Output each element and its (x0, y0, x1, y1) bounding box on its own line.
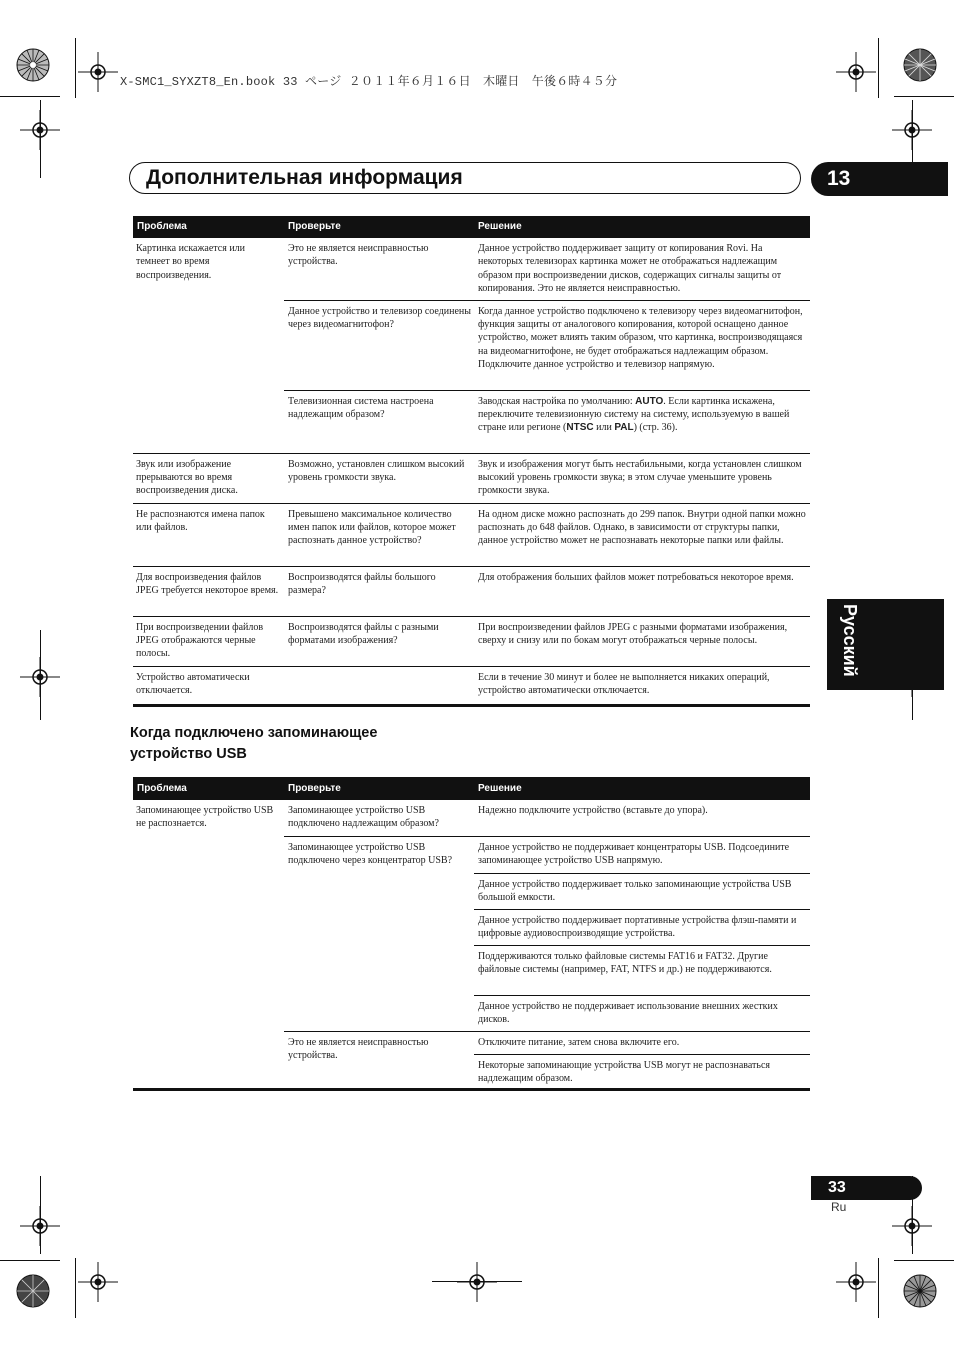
problem-cell: Звук или изображение прерываются во время воспроизведения диска. (133, 453, 284, 503)
check-cell: Запоминающее устройство USB подключено надлежащим образом? (288, 805, 439, 830)
column-header-check: Проверьте (284, 216, 474, 238)
check-cell: Это не является неисправностью устройства. (288, 243, 429, 268)
registration-mark-icon (892, 1206, 932, 1246)
solution-cell: Для отображения больших файлов может потребоваться некоторое время. (474, 566, 810, 616)
table-row (133, 616, 810, 666)
registration-mark-icon (892, 110, 932, 150)
registration-mark-icon (20, 110, 60, 150)
solution-cell: Данное устройство не поддерживает использование внешних жестких дисков. (474, 995, 810, 1031)
solution-cell: Если в течение 30 минут и более не выполняется никаких операций, устройство автоматически отключается. (474, 666, 810, 702)
language-code: Ru (831, 1200, 847, 1214)
solution-cell: Когда данное устройство подключено к телевизору через видеомагнитофон, функция защиты от аналогового копирования, которой оснащено данное устройство, может влиять таким образом, что картинка, воспроизводящаяся на видеомагнитофоне, не будет отображаться надлежащим образом. Подключите данное устройство и телевизор напрямую. (474, 300, 810, 390)
usb-troubleshooting-table (133, 777, 810, 1090)
check-cell: Данное устройство и телевизор соединены через видеомагнитофон? (284, 300, 474, 390)
table-header-row (133, 216, 810, 238)
solution-cell: Надежно подключите устройство (вставьте до упора). (478, 805, 708, 816)
check-cell: Превышено максимальное количество имен папок или файлов, которое может распознать данное устройство? (284, 503, 474, 566)
solution-cell: На одном диске можно распознать до 299 папок. Внутри одной папки можно распознать до 648 файлов. Однако, в зависимости от структуры папки, данное устройство может не распознавать некоторые папки или файлы. (474, 503, 810, 566)
problem-cell: Запоминающее устройство USB не распознается. (136, 805, 274, 830)
problem-cell: При воспроизведении файлов JPEG отображаются черные полосы. (133, 616, 284, 666)
solution-cell: Данное устройство поддерживает портативные устройства флэш-памяти и цифровые аудиовоспроизводящие устройства. (474, 909, 810, 945)
problem-cell: Для воспроизведения файлов JPEG требуется некоторое время. (133, 566, 284, 616)
table-row (133, 666, 810, 702)
problem-cell: Устройство автоматически отключается. (133, 666, 284, 702)
check-cell: Воспроизводятся файлы большого размера? (284, 566, 474, 616)
table-end-rule (133, 704, 810, 707)
check-cell: Это не является неисправностью устройства. (284, 1031, 474, 1090)
solution-cell: Звук и изображения могут быть нестабильными, когда установлен слишком высокий уровень громкости звука; в этом случае уменьшите уровень громкости звука. (474, 453, 810, 503)
solution-cell: Поддерживаются только файловые системы FAT16 и FAT32. Другие файловые системы (например, FAT, NTFS и др.) не поддерживаются. (474, 945, 810, 995)
chapter-number: 13 (811, 162, 948, 196)
column-header-check: Проверьте (284, 777, 474, 800)
table-header-row (133, 777, 810, 800)
table-end-rule (133, 1088, 810, 1091)
section-heading: Когда подключено запоминающее устройство USB (130, 725, 378, 762)
page-number: 33 (811, 1176, 922, 1200)
solution-cell: Данное устройство не поддерживает концентраторы USB. Подсоедините запоминающее устройство USB напрямую. (474, 836, 810, 873)
color-rosette-icon (16, 48, 50, 82)
check-cell: Возможно, установлен слишком высокий уровень громкости звука. (284, 453, 474, 503)
table-row (133, 503, 810, 566)
check-cell: Запоминающее устройство USB подключено через концентратор USB? (284, 836, 474, 1031)
registration-mark-icon (20, 1206, 60, 1246)
column-header-solution: Решение (474, 216, 810, 238)
solution-cell: Отключите питание, затем снова включите его. (474, 1031, 810, 1054)
table-row (133, 566, 810, 616)
column-header-problem: Проблема (133, 216, 284, 238)
registration-mark-icon (78, 1262, 118, 1302)
page-title: Дополнительная информация (146, 166, 463, 189)
column-header-solution: Решение (474, 777, 810, 800)
solution-cell: Заводская настройка по умолчанию: AUTO. Если картинка искажена, переключите телевизионную систему на систему, используемую в вашей стране или регионе (NTSC или PAL) (стр. 36). (474, 390, 810, 453)
color-rosette-icon (16, 1274, 50, 1308)
registration-mark-icon (20, 657, 60, 697)
color-rosette-icon (903, 1274, 937, 1308)
registration-mark-icon (836, 1262, 876, 1302)
table-row (133, 238, 810, 300)
solution-cell: Некоторые запоминающие устройства USB могут не распознаваться надлежащим образом. (474, 1054, 810, 1090)
check-cell (284, 666, 474, 702)
problem-cell: Картинка искажается или темнеет во время воспроизведения. (136, 243, 246, 281)
color-rosette-icon (903, 48, 937, 82)
check-cell: Телевизионная система настроена надлежащим образом? (284, 390, 474, 453)
language-tab-label: Русский (840, 604, 860, 677)
column-header-problem: Проблема (133, 777, 284, 800)
solution-cell: Данное устройство поддерживает защиту от копирования Rovi. На некоторых телевизорах картинка может не отображаться надлежащим образом при воспроизведении дисков, содержащих сигналы защиты от копирования. Это не является неисправностью. (478, 243, 782, 295)
solution-cell: Данное устройство поддерживает только запоминающие устройства USB большой емкости. (474, 873, 810, 909)
registration-mark-icon (457, 1262, 497, 1302)
table-row (133, 800, 810, 836)
registration-mark-icon (836, 52, 876, 92)
registration-mark-icon (78, 52, 118, 92)
solution-cell: При воспроизведении файлов JPEG с разными форматами изображения, сверху и снизу или по бокам могут отображаться черные полосы. (474, 616, 810, 666)
troubleshooting-table (133, 216, 810, 702)
print-slug: X-SMC1_SYXZT8_En.book 33 ページ ２０１１年６月１６日 木曜日 午後６時４５分 (120, 75, 618, 89)
check-cell: Воспроизводятся файлы с разными форматами изображения? (284, 616, 474, 666)
problem-cell: Не распознаются имена папок или файлов. (133, 503, 284, 566)
table-row (133, 453, 810, 503)
